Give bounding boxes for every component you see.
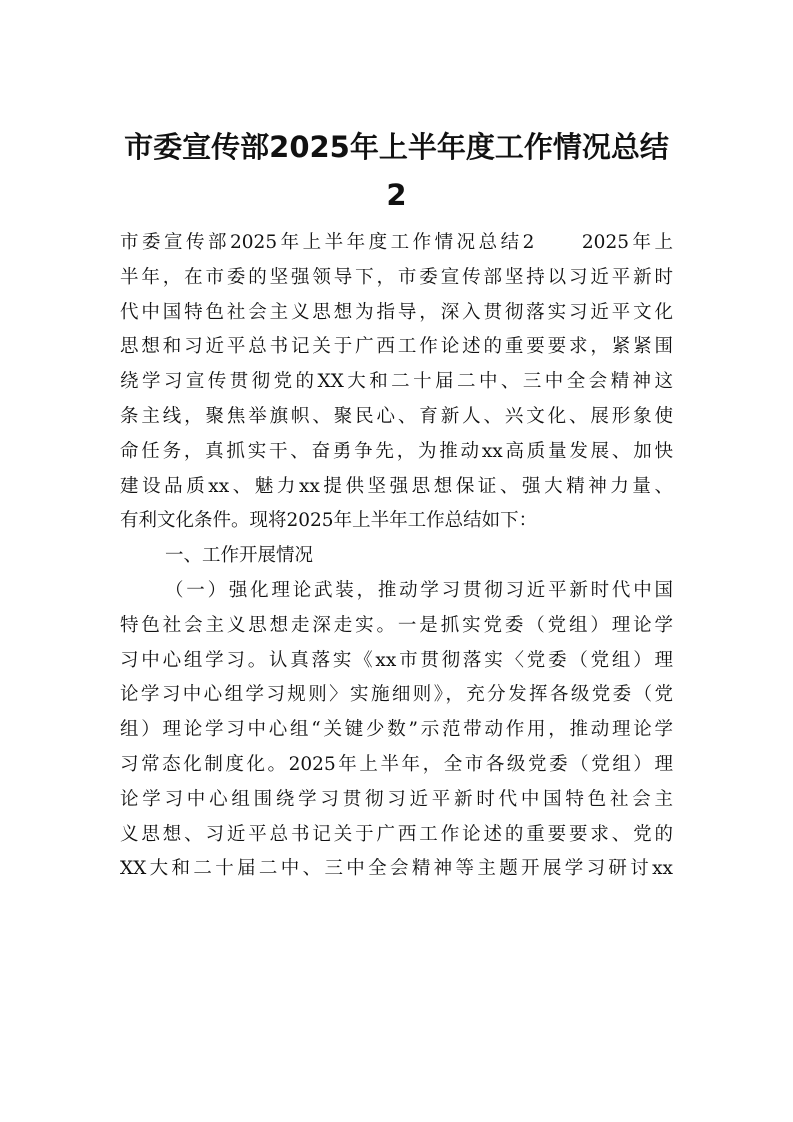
section-line: 组）理论学习中心组“关键少数”示范带动作用，推动理论学 [120,719,673,741]
document-title-line-1: 市委宣传部2025年上半年度工作情况总结 [124,130,669,164]
body-line: 绕学习宣传贯彻党的XX大和二十届二中、三中全会精神这 [120,371,673,393]
body-line: 半年，在市委的坚强领导下，市委宣传部坚持以习近平新时 [120,266,673,288]
body-line: 建设品质xx、魅力xx提供坚强思想保证、强大精神力量、 [120,475,673,497]
body-line: 有利文化条件。现将2025年上半年工作总结如下： [120,510,538,532]
section-line: 论学习中心组围绕学习贯彻习近平新时代中国特色社会主 [120,788,673,810]
body-line: 市委宣传部2025年上半年度工作情况总结2 2025年上 [120,232,673,253]
section-line: XX大和二十届二中、三中全会精神等主题开展学习研讨xx [120,858,673,880]
section-line: （一）强化理论武装，推动学习贯彻习近平新时代中国 [165,579,673,601]
body-line: 条主线，聚焦举旗帜、聚民心、育新人、兴文化、展形象使 [120,405,673,427]
section-line: 特色社会主义思想走深走实。一是抓实党委（党组）理论学 [120,614,673,636]
section-heading: 一、工作开展情况 [165,545,314,567]
section-line: 习常态化制度化。2025年上半年，全市各级党委（党组）理 [120,753,673,775]
body-line: 代中国特色社会主义思想为指导，深入贯彻落实习近平文化 [120,301,673,323]
body-line: 命任务，真抓实干、奋勇争先，为推动xx高质量发展、加快 [120,440,673,462]
section-line: 义思想、习近平总书记关于广西工作论述的重要要求、党的 [120,823,673,845]
document-body [120,226,673,887]
section-line: 论学习中心组学习规则〉实施细则》，充分发挥各级党委（党 [120,684,673,706]
section-line: 习中心组学习。认真落实《xx市贯彻落实〈党委（党组）理 [120,649,673,671]
body-line: 思想和习近平总书记关于广西工作论述的重要要求，紧紧围 [120,336,673,358]
document-title-line-2: 2 [386,178,407,212]
